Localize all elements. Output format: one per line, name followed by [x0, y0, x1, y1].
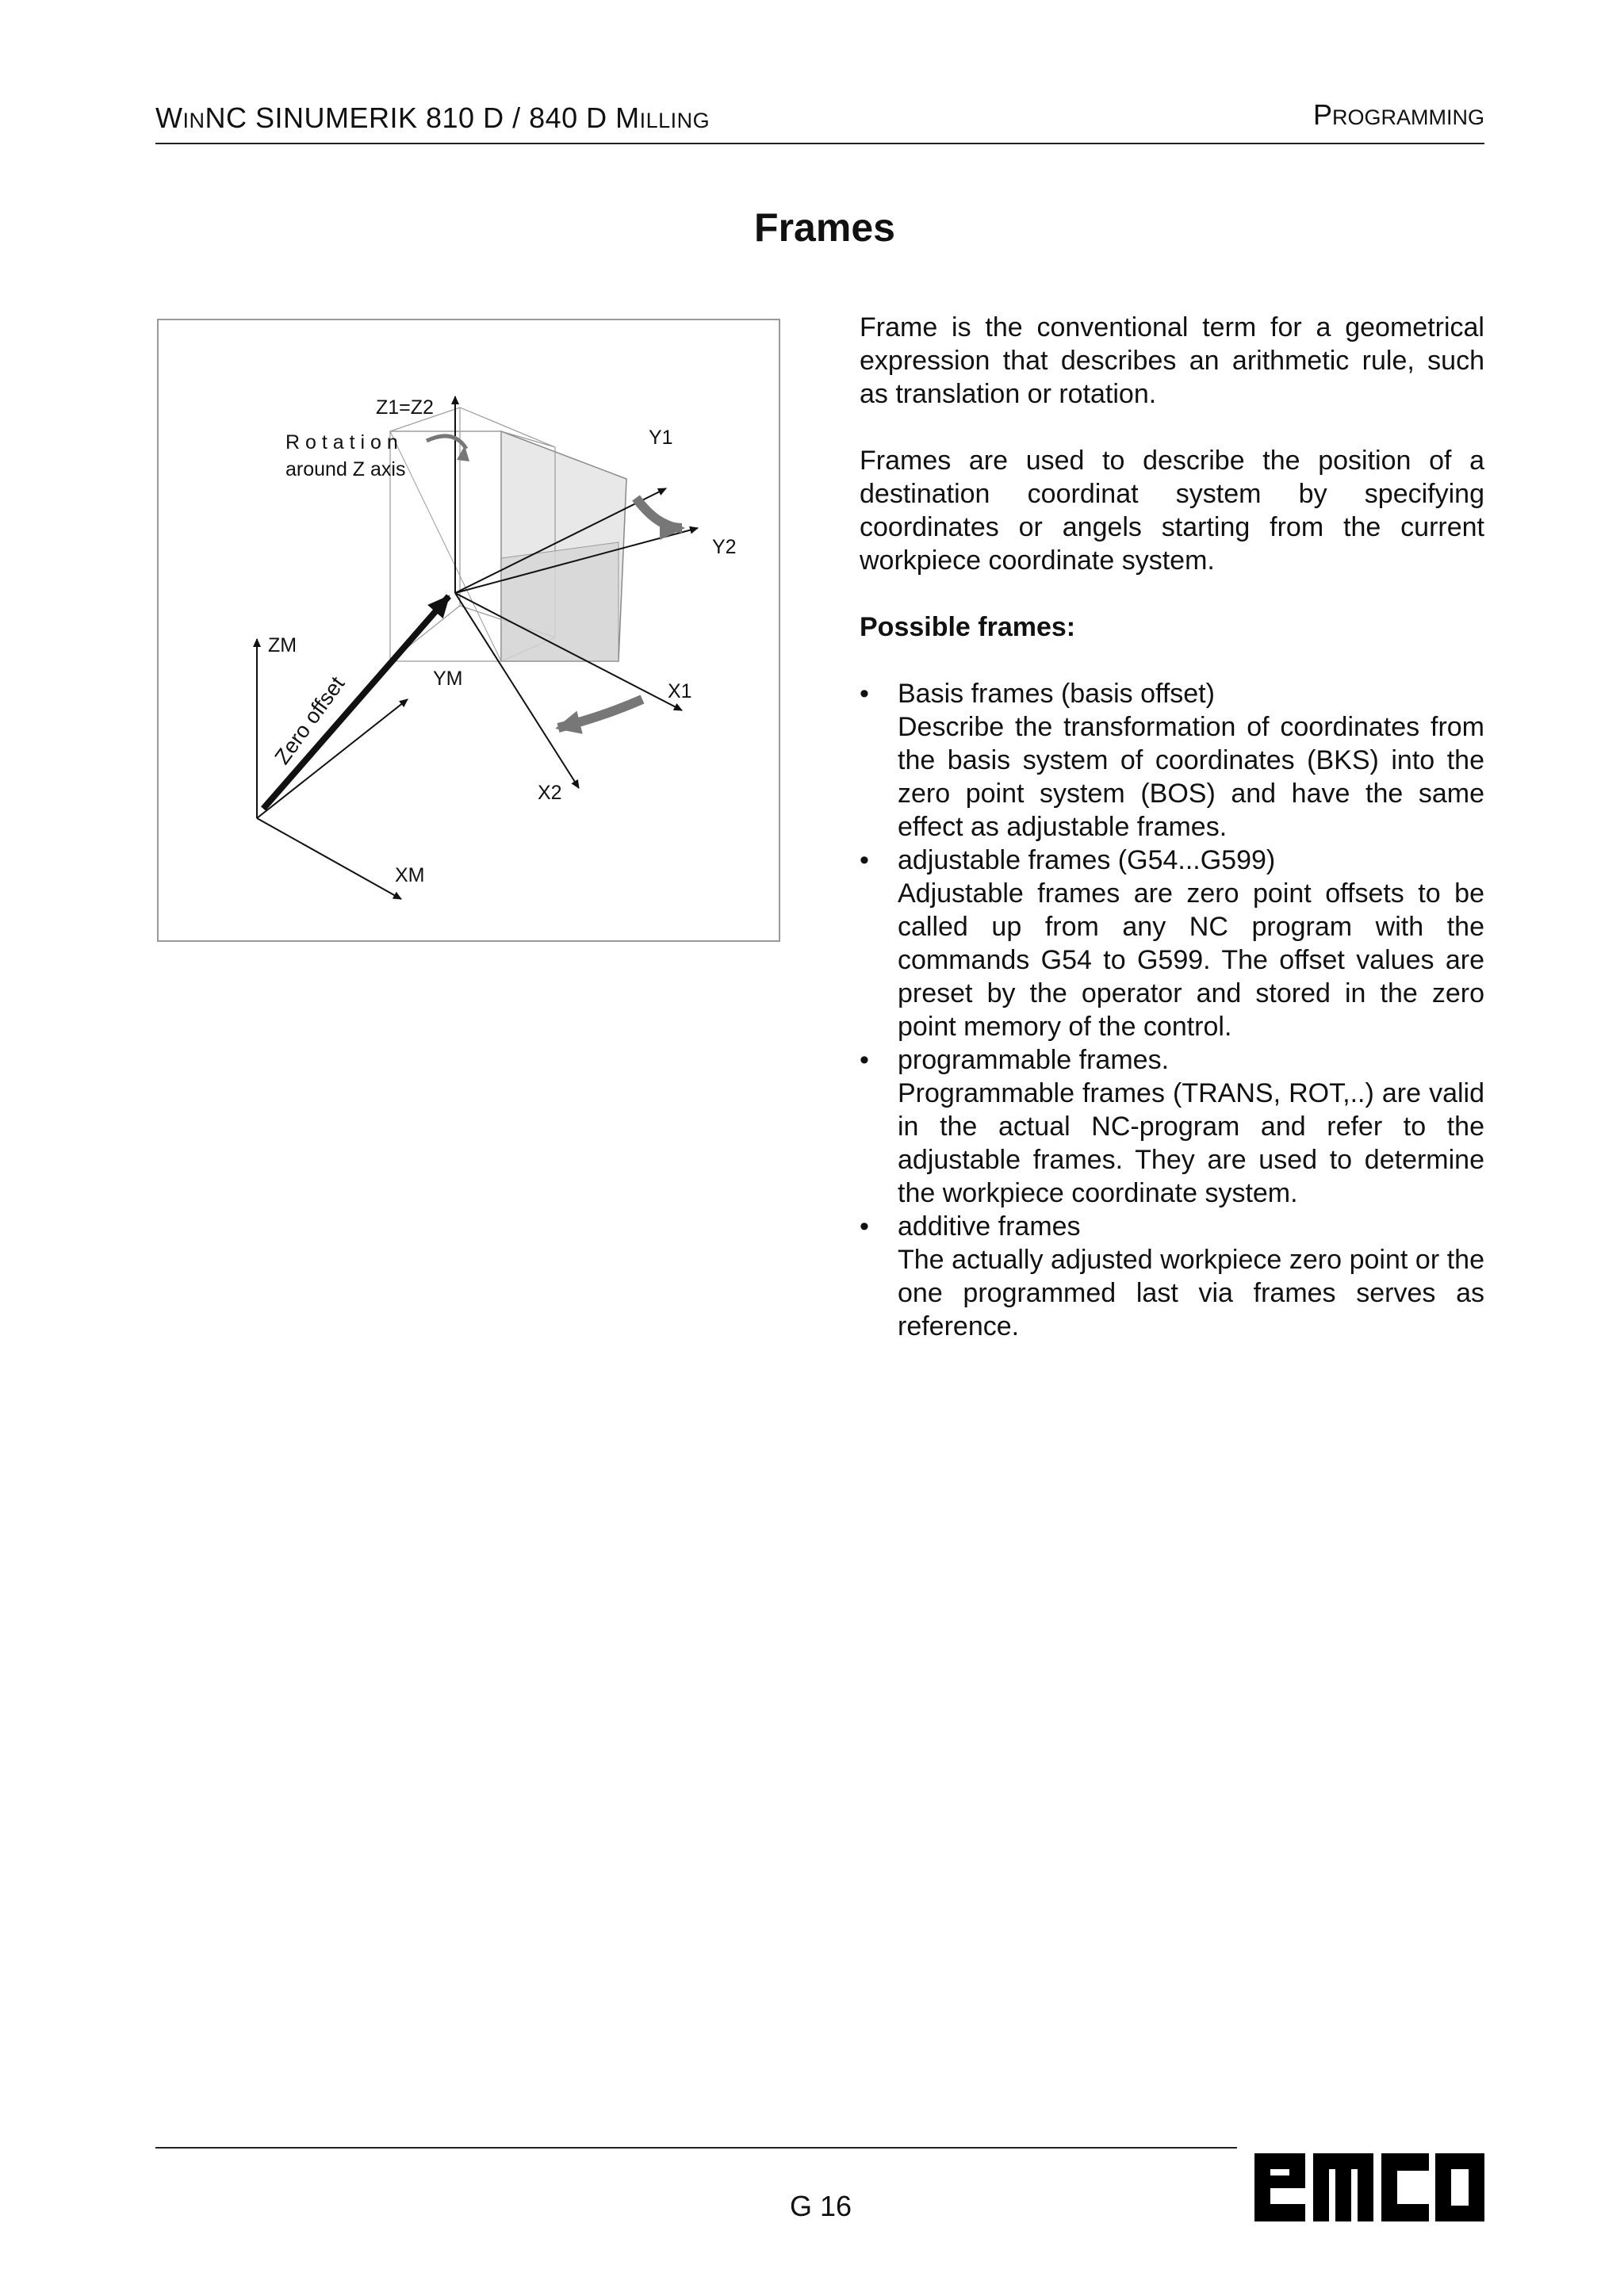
- list-item-title: Basis frames (basis offset): [898, 679, 1215, 709]
- list-item-description: Programmable frames (TRANS, ROT,..) are valid in the actual NC-program and refer to the adjustable frames. They are used to determine the workpiece coordinate system.: [898, 1078, 1484, 1208]
- label-ym: YM: [433, 668, 463, 690]
- list-item-title: adjustable frames (G54...G599): [898, 845, 1276, 875]
- zero-offset-vector: [263, 596, 449, 809]
- frames-list: [860, 677, 1484, 1343]
- bullet-icon: •: [860, 1211, 869, 1242]
- header-title-part: NC SINUMERIK 810 D / 840 D M: [205, 101, 640, 134]
- header-section-title: [1313, 98, 1484, 132]
- usage-paragraph: Frames are used to describe the position of a destination coordinat system by specifying coordinates or angels starting from the current workpiece coordinate system.: [860, 446, 1484, 576]
- possible-frames-heading: Possible frames:: [860, 612, 1076, 642]
- label-zm: ZM: [268, 634, 297, 656]
- label-z1z2: Z1=Z2: [376, 396, 434, 419]
- body-text: [860, 311, 1484, 1343]
- label-y2: Y2: [712, 536, 737, 558]
- header-section-part: P: [1312, 98, 1332, 131]
- list-item-description: Describe the transformation of coordinates from the basis system of coordinates (BKS) into the zero point system (BOS) and have the same effect as adjustable frames.: [898, 712, 1484, 842]
- label-rotation-line1: R o t a t i o n: [285, 431, 398, 453]
- list-item: [860, 844, 1484, 1043]
- label-y1: Y1: [649, 427, 673, 449]
- header-document-title: [155, 101, 710, 135]
- list-item-title: programmable frames.: [898, 1045, 1170, 1075]
- label-x1: X1: [668, 680, 692, 702]
- xm-axis: [257, 818, 401, 899]
- label-zero-offset: Zero offset: [270, 672, 350, 769]
- page-number: G 16: [789, 2190, 852, 2222]
- header-title-part: IN: [182, 109, 205, 132]
- rotation-arrow-y: [636, 498, 682, 528]
- list-item-description: The actually adjusted workpiece zero point or the one programmed last via frames serves as reference.: [898, 1245, 1484, 1341]
- list-item: [860, 1043, 1484, 1210]
- bullet-icon: •: [860, 845, 869, 875]
- intro-paragraph: Frame is the conventional term for a geometrical expression that describes an arithmetic rule, such as translation or rotation.: [860, 312, 1484, 409]
- footer-divider: [155, 2147, 1237, 2149]
- header-title-part: W: [155, 101, 183, 134]
- frames-diagram-svg: [159, 320, 782, 943]
- emco-logo: [1254, 2147, 1484, 2223]
- label-x2: X2: [538, 782, 562, 804]
- header-divider: [155, 143, 1484, 144]
- header-section-part: ROGRAMMING: [1332, 105, 1484, 129]
- frames-diagram: [157, 319, 780, 942]
- list-item-title: additive frames: [898, 1211, 1081, 1242]
- label-rotation-line2: around Z axis: [285, 458, 406, 480]
- list-item: [860, 1210, 1484, 1343]
- list-item-description: Adjustable frames are zero point offsets to be called up from any NC program with the commands G54 to G599. The offset values are preset by the operator and stored in the zero point memory of the control.: [898, 878, 1484, 1042]
- rotation-arrow-x: [558, 699, 642, 728]
- label-xm: XM: [395, 864, 425, 886]
- bullet-icon: •: [860, 679, 869, 709]
- list-item: [860, 677, 1484, 844]
- bullet-icon: •: [860, 1045, 869, 1075]
- page-title: Frames: [754, 205, 895, 250]
- header-title-part: ILLING: [639, 109, 710, 132]
